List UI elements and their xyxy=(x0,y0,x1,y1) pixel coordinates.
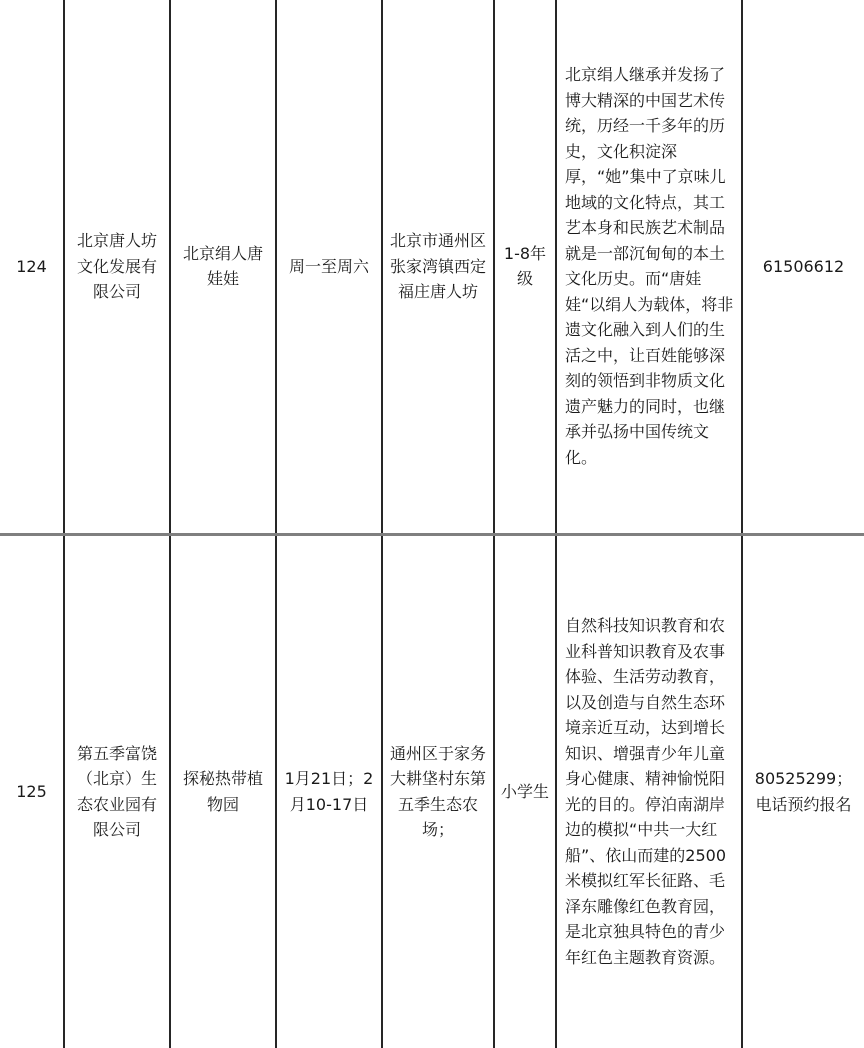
contact-phone: 80525299；电话预约报名 xyxy=(742,534,864,1048)
description: 自然科技知识教育和农业科普知识教育及农事体验、生活劳动教育，以及创造与自然生态环境亲近互动，达到增长知识、增强青少年儿童身心健康、精神愉悦阳光的目的。停泊南湖岸边的模拟“中共一大红船”、依山而建的2500米模拟红军长征路、毛泽东雕像红色教育园，是北京独具特色的青少年红色主题教育资源。 xyxy=(556,534,742,1048)
target-grade: 小学生 xyxy=(494,534,556,1048)
target-grade: 1-8年级 xyxy=(494,0,556,534)
open-time: 周一至周六 xyxy=(276,0,382,534)
description: 北京绢人继承并发扬了博大精深的中国艺术传统，历经一千多年的历史，文化积淀深厚，“她”集中了京味儿地域的文化特点，其工艺本身和民族艺术制品就是一部沉甸甸的本土文化历史。而“唐娃娃“以绢人为载体，将非遗文化融入到人们的生活之中，让百姓能够深刻的领悟到非物质文化遗产魅力的同时，也继承并弘扬中国传统文化。 xyxy=(556,0,742,534)
project-name: 探秘热带植物园 xyxy=(170,534,276,1048)
project-name: 北京绢人唐娃娃 xyxy=(170,0,276,534)
row-number: 124 xyxy=(0,0,64,534)
organization-name: 北京唐人坊文化发展有限公司 xyxy=(64,0,170,534)
address: 北京市通州区张家湾镇西定福庄唐人坊 xyxy=(382,0,494,534)
open-time: 1月21日；2月10-17日 xyxy=(276,534,382,1048)
organization-name: 第五季富饶（北京）生态农业园有限公司 xyxy=(64,534,170,1048)
contact-phone: 61506612 xyxy=(742,0,864,534)
row-number: 125 xyxy=(0,534,64,1048)
address: 通州区于家务大耕垡村东第五季生态农场； xyxy=(382,534,494,1048)
table-row xyxy=(0,534,864,1048)
